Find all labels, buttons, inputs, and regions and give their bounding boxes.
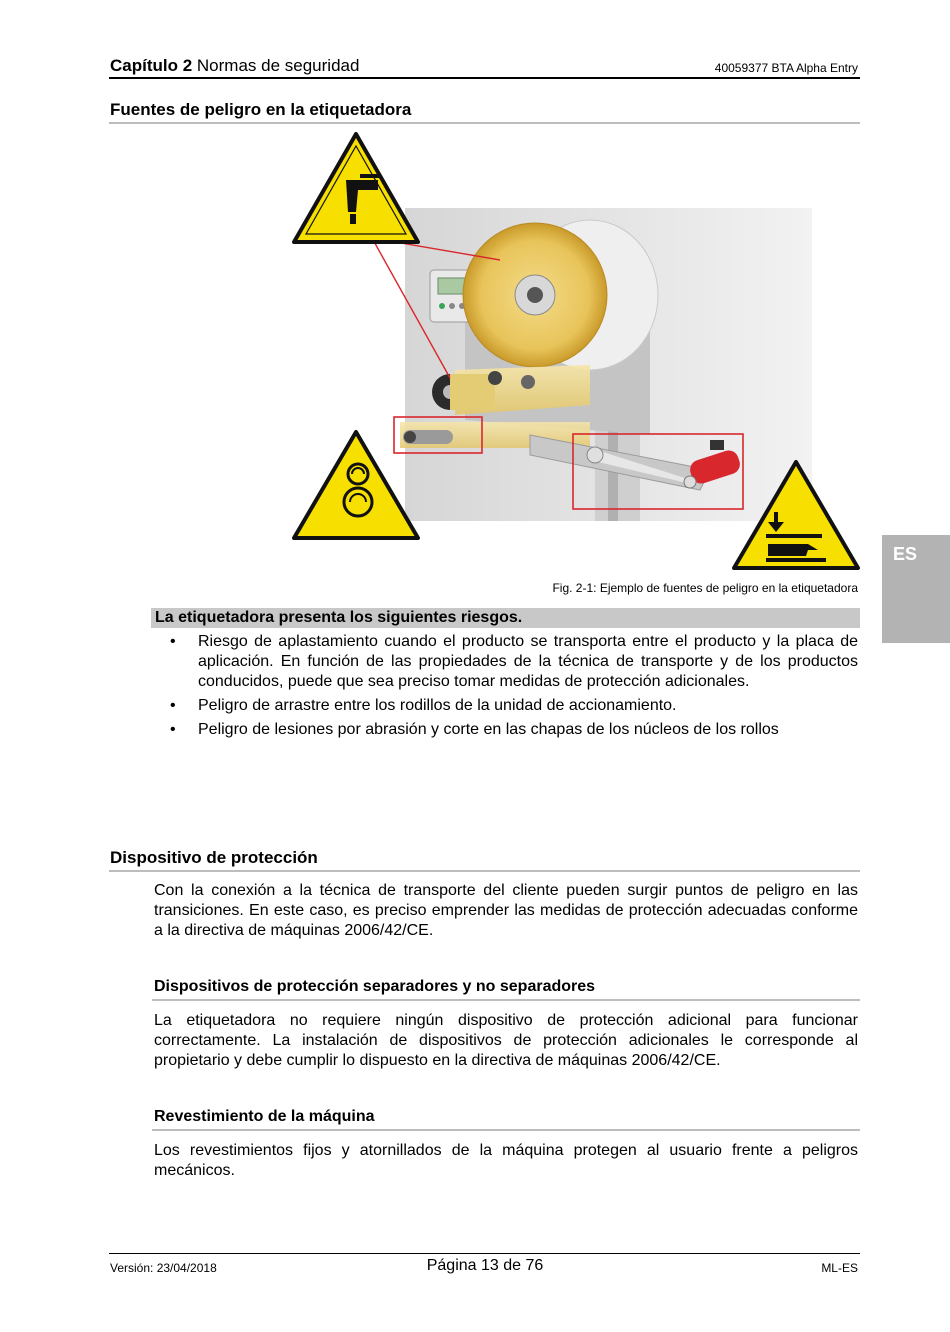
list-item	[165, 632, 858, 692]
list-item	[165, 696, 858, 716]
footer-page-number: Página 13 de 76	[426, 1257, 544, 1274]
risk-list	[165, 632, 858, 744]
subsection-title-covering: Revestimiento de la máquina	[154, 1108, 375, 1125]
subsection-divider	[152, 1129, 860, 1131]
machine-photo	[400, 208, 812, 521]
section-divider	[109, 122, 860, 124]
language-tab-label: ES	[893, 544, 918, 564]
risk-title: La etiquetadora presenta los siguientes riesgos.	[155, 609, 523, 626]
footer-language-code: ML-ES	[821, 1261, 858, 1275]
chapter-label: Capítulo 2	[110, 56, 193, 75]
warning-cut-icon	[294, 134, 418, 242]
section-title-hazards: Fuentes de peligro en la etiquetadora	[110, 100, 412, 119]
figure-caption: Fig. 2-1: Ejemplo de fuentes de peligro en la etiquetadora	[552, 581, 858, 595]
bullet-icon: •	[170, 721, 176, 738]
chapter-title: Normas de seguridad	[196, 56, 360, 75]
warning-rollers-icon	[294, 432, 418, 538]
subsection-divider	[152, 999, 860, 1001]
list-item-text: Peligro de lesiones por abrasión y corte en las chapas de los núcleos de los rollos	[198, 721, 779, 738]
covering-paragraph: Los revestimientos fijos y atornillados de la máquina protegen al usuario frente a peligros mecánicos.	[154, 1142, 858, 1179]
section-title-protection: Dispositivo de protección	[110, 848, 318, 867]
subsection-title-guards: Dispositivos de protección separadores y no separadores	[154, 978, 596, 995]
protection-paragraph: Con la conexión a la técnica de transporte del cliente pueden surgir puntos de peligro en las transiciones. En este caso, es preciso emprender las medidas de protección adecuadas conforme a la directiva de máquinas 2006/42/CE.	[154, 882, 858, 939]
guards-paragraph: La etiquetadora no requiere ningún dispositivo de protección adicional para funcionar correctamente. La instalación de dispositivos de protección adicionales le corresponde al propietario y debe cumplir lo dispuesto en la directiva de máquinas 2006/42/CE.	[154, 1012, 858, 1069]
footer-version: Versión: 23/04/2018	[110, 1261, 217, 1275]
list-item-text: Peligro de arrastre entre los rodillos de la unidad de accionamiento.	[198, 697, 677, 714]
bullet-icon: •	[170, 633, 176, 650]
section-divider	[109, 870, 860, 872]
bullet-icon: •	[170, 697, 176, 714]
list-item-text: Riesgo de aplastamiento cuando el producto se transporta entre el producto y la placa de aplicación. En función de las propiedades de la técnica de transporte y de los productos conducidos, puede que sea preciso tomar medidas de protección adicionales.	[198, 633, 858, 690]
header-divider	[109, 77, 860, 79]
footer-divider	[109, 1253, 860, 1254]
hazard-figure	[290, 130, 862, 572]
chapter-heading	[110, 56, 359, 76]
label-roll	[463, 220, 658, 370]
document-id: 40059377 BTA Alpha Entry	[714, 61, 858, 75]
list-item	[165, 720, 858, 740]
